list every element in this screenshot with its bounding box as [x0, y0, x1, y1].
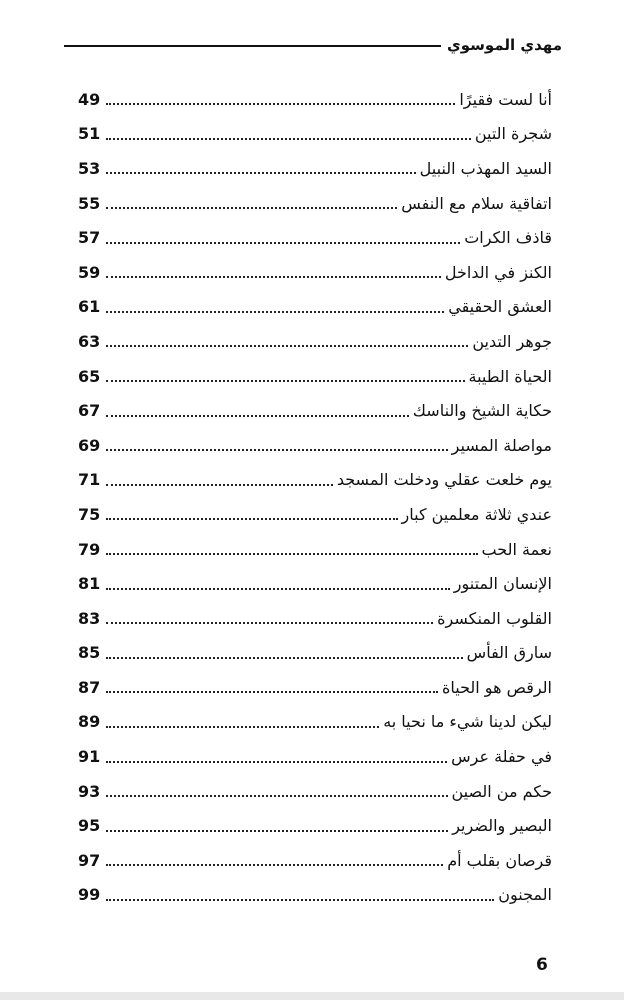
dot-leader	[106, 691, 438, 693]
toc-entry-title: الكنز في الداخل	[444, 262, 552, 282]
toc-entry	[78, 463, 552, 498]
toc-entry	[78, 808, 552, 843]
dot-leader	[106, 484, 333, 486]
toc-entry	[78, 290, 552, 325]
toc-entry-title: السيد المهذب النبيل	[419, 158, 552, 178]
toc-entry-page: 93	[78, 781, 101, 801]
toc-entry-title: الحياة الطيبة	[468, 366, 552, 386]
toc-entry-page: 65	[78, 366, 101, 386]
toc-entry-title: في حفلة عرس	[451, 747, 552, 767]
toc-entry	[78, 324, 552, 359]
dot-leader	[106, 449, 448, 451]
toc-entry-title: القلوب المنكسرة	[437, 608, 552, 628]
toc-entry-page: 63	[78, 331, 101, 351]
toc-entry-page: 67	[78, 401, 101, 421]
toc-entry-title: جوهر التدين	[472, 331, 552, 351]
toc-entry	[78, 428, 552, 463]
toc-entry-title: حكاية الشيخ والناسك	[412, 401, 552, 421]
toc-entry-title: أنا لست فقيرًا	[459, 89, 552, 109]
toc-entry	[78, 359, 552, 394]
toc-entry-title: الإنسان المتنور	[453, 574, 552, 594]
author-name: مهدي الموسوي	[447, 36, 562, 54]
header-rule	[64, 45, 441, 47]
toc-entry	[78, 393, 552, 428]
toc-entry-page: 59	[78, 262, 101, 282]
toc-entry-page: 55	[78, 193, 101, 213]
toc-entry	[78, 220, 552, 255]
toc-entry	[78, 532, 552, 567]
dot-leader	[106, 899, 494, 901]
dot-leader	[106, 795, 448, 797]
toc-entry	[78, 705, 552, 740]
toc-entry-title: العشق الحقيقي	[448, 297, 552, 317]
dot-leader	[106, 380, 465, 382]
running-header	[64, 30, 562, 60]
dot-leader	[106, 657, 463, 659]
toc-entry-page: 91	[78, 747, 101, 767]
toc-entry-title: مواصلة المسير	[451, 435, 552, 455]
toc-entry-page: 49	[78, 89, 101, 109]
toc-entry-page: 53	[78, 158, 101, 178]
toc-entry-title: يوم خلعت عقلي ودخلت المسجد	[336, 470, 552, 490]
toc-entry-title: قرصان بقلب أم	[447, 850, 552, 870]
toc-entry-page: 95	[78, 816, 101, 836]
page-number: 6	[536, 955, 548, 975]
toc-entry-title: عندي ثلاثة معلمين كبار	[401, 504, 552, 524]
toc-entry-page: 99	[78, 885, 101, 905]
toc-entry	[78, 843, 552, 878]
dot-leader	[106, 276, 441, 278]
toc-entry	[78, 774, 552, 809]
dot-leader	[106, 172, 416, 174]
toc-entry-title: سارق الفأس	[466, 643, 552, 663]
toc-entry-page: 61	[78, 297, 101, 317]
dot-leader	[106, 138, 471, 140]
toc-entry-page: 97	[78, 850, 101, 870]
toc-entry	[78, 151, 552, 186]
toc-entry	[78, 601, 552, 636]
toc-entry-title: اتفاقية سلام مع النفس	[401, 193, 552, 213]
toc-entry-page: 69	[78, 435, 101, 455]
dot-leader	[106, 553, 478, 555]
dot-leader	[106, 415, 409, 417]
toc-entry-title: ليكن لدينا شيء ما نحيا به	[383, 712, 552, 732]
toc-entry	[78, 670, 552, 705]
dot-leader	[106, 103, 455, 105]
toc-entry	[78, 566, 552, 601]
dot-leader	[106, 207, 397, 209]
dot-leader	[106, 830, 448, 832]
toc-entry	[78, 636, 552, 671]
toc-entry-page: 71	[78, 470, 101, 490]
toc-entry-page: 89	[78, 712, 101, 732]
dot-leader	[106, 345, 468, 347]
toc-entry-page: 57	[78, 228, 101, 248]
toc-entry-page: 81	[78, 574, 101, 594]
toc-entry-page: 79	[78, 539, 101, 559]
toc-entry-title: حكم من الصين	[451, 781, 552, 801]
toc-entry	[78, 82, 552, 117]
dot-leader	[106, 622, 433, 624]
toc-entry-title: نعمة الحب	[481, 539, 552, 559]
dot-leader	[106, 242, 460, 244]
dot-leader	[106, 726, 379, 728]
toc-entry	[78, 186, 552, 221]
toc-entry-page: 85	[78, 643, 101, 663]
toc-entry-page: 83	[78, 608, 101, 628]
dot-leader	[106, 311, 444, 313]
dot-leader	[106, 761, 447, 763]
toc-entry	[78, 497, 552, 532]
toc-entry-page: 75	[78, 504, 101, 524]
toc-entry-title: قاذف الكرات	[464, 228, 552, 248]
dot-leader	[106, 864, 443, 866]
toc-entry-page: 51	[78, 124, 101, 144]
dot-leader	[106, 588, 450, 590]
toc-entry	[78, 117, 552, 152]
toc-entry-title: شجرة التين	[474, 124, 552, 144]
bottom-band	[0, 992, 624, 1000]
toc-entry	[78, 878, 552, 913]
dot-leader	[106, 518, 398, 520]
toc-entry-title: المجنون	[498, 885, 552, 905]
toc-entry-page: 87	[78, 677, 101, 697]
toc-entry	[78, 255, 552, 290]
toc-entry	[78, 739, 552, 774]
toc-entry-title: الرقص هو الحياة	[441, 677, 552, 697]
toc-entry-title: البصير والضرير	[452, 816, 552, 836]
table-of-contents	[78, 82, 552, 912]
